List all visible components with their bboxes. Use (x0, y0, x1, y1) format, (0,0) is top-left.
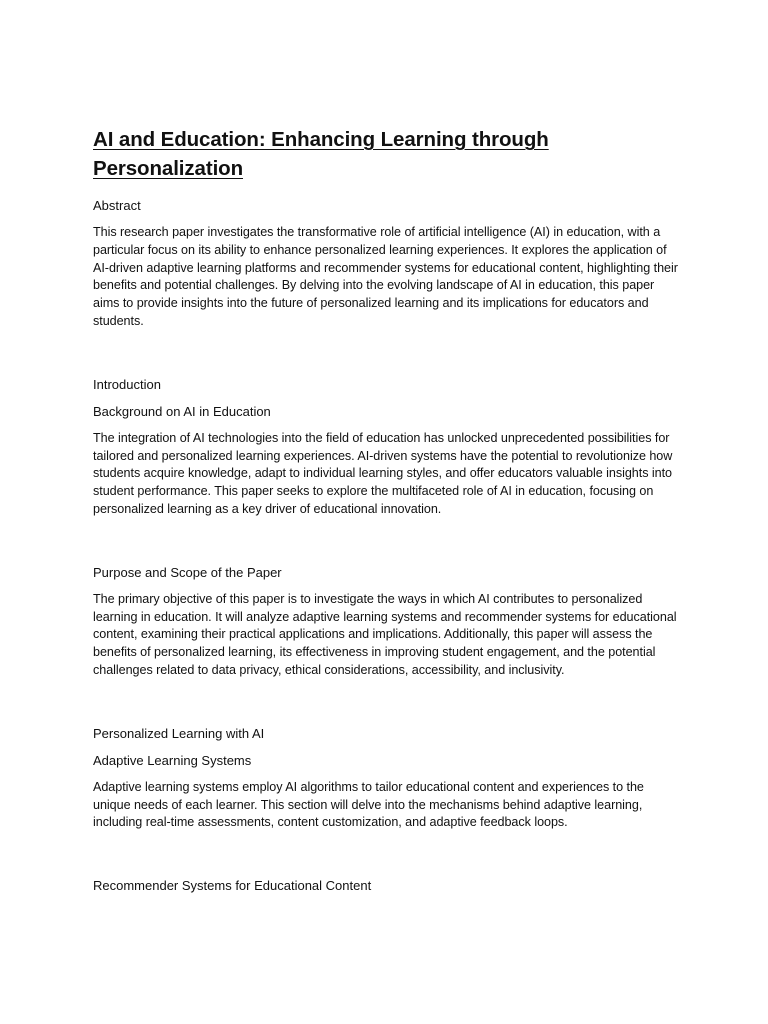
abstract-paragraph: This research paper investigates the transformative role of artificial intelligence (AI) in education, with a particular focus on its ability to enhance personalized learning experiences. It explores the application of AI-driven adaptive learning platforms and recommender systems for educational content, highlighting their benefits and potential challenges. By delving into the evolving landscape of AI in education, this paper aims to provide insights into the future of personalized learning and its implications for educators and students. (93, 225, 678, 328)
abstract-heading: Abstract (93, 198, 141, 213)
purpose-paragraph: The primary objective of this paper is to investigate the ways in which AI contributes to personalized learning in education. It will analyze adaptive learning systems and recommender systems for educational content, examining their practical applications and implications. Additionally, this paper will assess the benefits of personalized learning, its effectiveness in improving student engagement, and the potential challenges related to data privacy, ethical considerations, accessibility, and inclusivity. (93, 591, 677, 677)
purpose-heading: Purpose and Scope of the Paper (93, 564, 282, 580)
section-gap (93, 841, 678, 877)
introduction-heading: Introduction (93, 376, 161, 392)
adaptive-learning-paragraph: Adaptive learning systems employ AI algorithms to tailor educational content and experiences to the unique needs of each learner. This section will delve into the mechanisms behind adaptive learning, including real-time assessments, content customization, and adaptive feedback loops. (93, 779, 644, 830)
adaptive-learning-heading: Adaptive Learning Systems (93, 752, 252, 768)
document-page (93, 125, 678, 904)
background-heading: Background on AI in Education (93, 403, 271, 419)
background-paragraph: The integration of AI technologies into the field of education has unlocked unprecedented possibilities for tailored and personalized learning experiences. AI-driven systems have the potential to revolutionize how students acquire knowledge, adapt to individual learning styles, and offer educators valuable insights into student performance. This paper seeks to explore the multifaceted role of AI in education, focusing on personalized learning as a key driver of educational innovation. (93, 430, 673, 516)
section-gap (93, 689, 678, 725)
recommender-systems-heading: Recommender Systems for Educational Content (93, 878, 372, 894)
document-title: AI and Education: Enhancing Learning through Personalization (93, 128, 549, 180)
section-gap (93, 528, 678, 564)
personalized-learning-heading: Personalized Learning with AI (93, 725, 265, 741)
section-gap (93, 340, 678, 376)
